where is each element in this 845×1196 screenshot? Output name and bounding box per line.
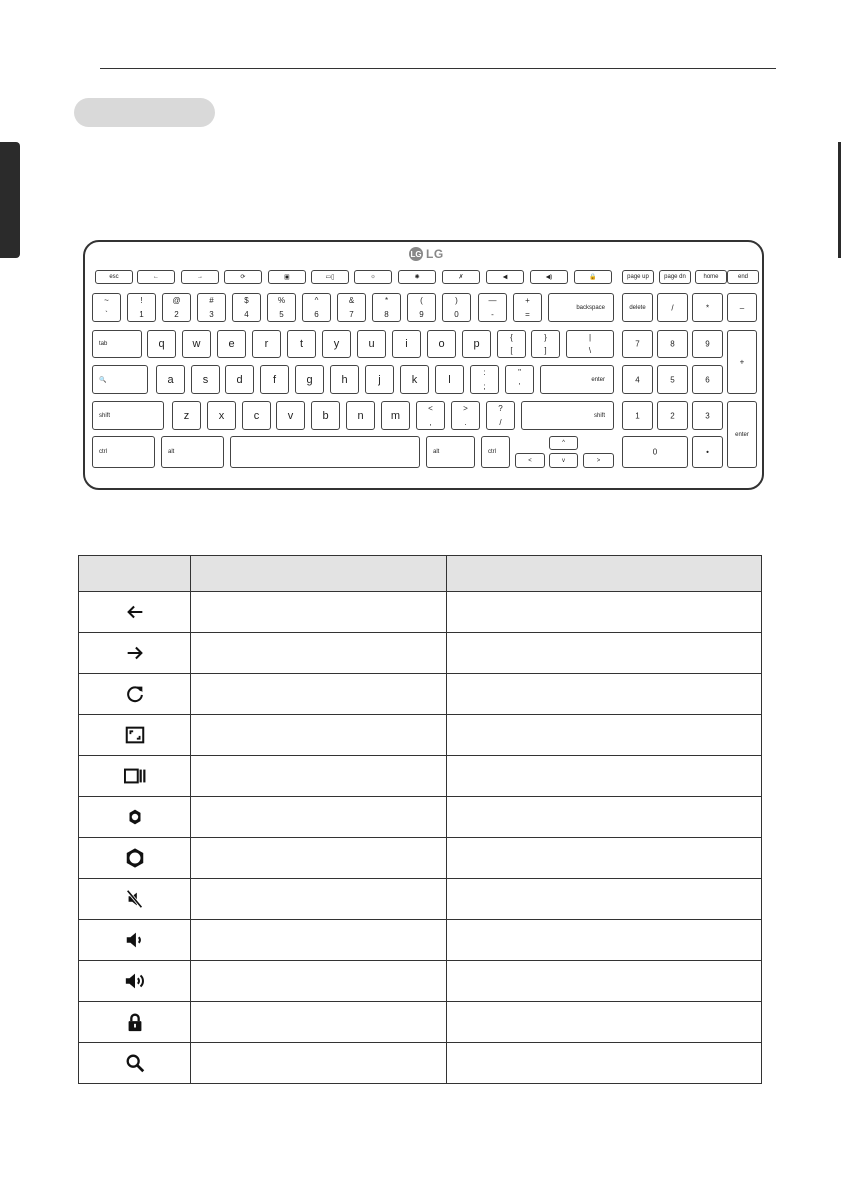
- symbol-key: [470, 365, 499, 394]
- table-row: [79, 715, 762, 756]
- key-legend: o: [438, 338, 445, 350]
- function-key: [311, 270, 349, 284]
- letter-key: [311, 401, 340, 430]
- letter-key: [252, 330, 281, 358]
- key-legend: 3: [705, 411, 710, 420]
- key-legend: 2: [670, 411, 675, 420]
- table-icon-cell: [79, 674, 191, 715]
- left-ctrl-key: [92, 436, 155, 468]
- letter-key: [242, 401, 271, 430]
- space-key: [230, 436, 420, 468]
- key-legend: c: [253, 409, 260, 422]
- key-legend-top: +: [525, 296, 530, 305]
- key-legend: 9: [705, 339, 710, 349]
- key-legend: ◀): [545, 274, 553, 281]
- key-legend-bottom: =: [525, 310, 530, 319]
- key-legend-top: (: [420, 296, 423, 305]
- key-legend-top: ): [455, 296, 458, 305]
- numpad-slash-key: [657, 293, 688, 322]
- symbol-key: [497, 330, 526, 358]
- key-legend: p: [473, 338, 480, 350]
- key-legend: alt: [433, 449, 440, 455]
- key-legend: y: [333, 338, 340, 350]
- function-key: [574, 270, 612, 284]
- key-legend: h: [341, 373, 348, 386]
- symbol-key: [566, 330, 614, 358]
- key-legend: →: [197, 274, 203, 280]
- number-key: [513, 293, 542, 322]
- key-legend: esc: [109, 274, 119, 280]
- key-legend: b: [322, 409, 329, 422]
- letter-key: [276, 401, 305, 430]
- arrow-left-key: [515, 453, 545, 468]
- key-legend-bottom: `: [105, 310, 108, 319]
- key-legend: 5: [670, 375, 675, 384]
- table-row: [79, 879, 762, 920]
- function-key: [95, 270, 133, 284]
- function-key: [354, 270, 392, 284]
- function-key: [530, 270, 568, 284]
- key-legend-bottom: \: [588, 346, 592, 355]
- letter-key: [156, 365, 185, 394]
- key-legend: 0: [652, 447, 658, 457]
- key-legend-top: @: [172, 296, 181, 305]
- table-icon-cell: [79, 797, 191, 838]
- numpad-key: [692, 401, 723, 430]
- numpad-key: [692, 365, 723, 394]
- key-legend-top: %: [277, 296, 286, 305]
- nav-key: [727, 270, 759, 284]
- key-legend-bottom: ]: [544, 346, 547, 355]
- function-key: [268, 270, 306, 284]
- key-legend-top: :: [483, 368, 486, 377]
- table-cell: [191, 592, 447, 633]
- brightness-up-icon: [79, 847, 190, 869]
- chapter-side-tab: [0, 142, 20, 258]
- key-legend-bottom: 0: [454, 310, 459, 319]
- arrow-right-key: [583, 453, 614, 468]
- key-legend: d: [236, 373, 243, 386]
- right-ctrl-key: [481, 436, 510, 468]
- lg-logo-mark: LG: [409, 247, 423, 261]
- key-legend: z: [183, 409, 190, 422]
- key-legend: 8: [670, 339, 675, 349]
- key-legend-bottom: ,: [429, 418, 432, 427]
- table-cell: [191, 756, 447, 797]
- key-legend: u: [368, 338, 375, 350]
- letter-key: [225, 365, 254, 394]
- table-cell: [191, 1002, 447, 1043]
- key-legend: enter: [735, 431, 749, 438]
- key-legend: ctrl: [488, 449, 496, 455]
- key-legend-top: ?: [498, 404, 503, 413]
- key-legend: •: [706, 447, 709, 457]
- key-legend-bottom: ': [518, 382, 521, 391]
- full-screen-icon: [79, 724, 190, 746]
- letter-key: [346, 401, 375, 430]
- key-legend: m: [390, 409, 401, 422]
- numpad-key: [622, 365, 653, 394]
- tab-key: [92, 330, 142, 358]
- key-legend: x: [218, 409, 225, 422]
- table-icon-cell: [79, 756, 191, 797]
- key-legend: ^: [562, 440, 565, 446]
- letter-key: [357, 330, 386, 358]
- table-cell: [447, 838, 762, 879]
- function-key: [398, 270, 436, 284]
- numpad-dot-key: [692, 436, 723, 468]
- table-cell: [447, 674, 762, 715]
- numpad-key: [657, 365, 688, 394]
- key-legend: v: [562, 457, 565, 464]
- key-legend: enter: [591, 376, 605, 383]
- number-key: [197, 293, 226, 322]
- table-cell: [447, 592, 762, 633]
- key-legend: –: [739, 303, 745, 312]
- left-alt-key: [161, 436, 224, 468]
- function-key: [442, 270, 480, 284]
- key-legend-bottom: /: [499, 418, 502, 427]
- section-label-pill: [74, 98, 215, 127]
- number-key: [337, 293, 366, 322]
- key-legend: ▣: [284, 274, 290, 281]
- key-legend-top: ~: [104, 296, 109, 305]
- table-cell: [447, 797, 762, 838]
- key-legend: ✗: [458, 274, 464, 281]
- key-legend: ☼: [370, 274, 376, 280]
- key-legend-bottom: 9: [419, 310, 424, 319]
- table-cell: [447, 920, 762, 961]
- letter-key: [322, 330, 351, 358]
- number-key: [232, 293, 261, 322]
- arrow-down-key: [549, 453, 578, 468]
- number-key: [302, 293, 331, 322]
- letter-key: [207, 401, 236, 430]
- numpad-plus-key: [727, 330, 757, 394]
- numpad-enter-key: [727, 401, 757, 468]
- table-cell: [447, 961, 762, 1002]
- letter-key: [365, 365, 394, 394]
- key-legend: end: [737, 274, 748, 280]
- number-key: [442, 293, 471, 322]
- key-legend-top: {: [510, 333, 513, 342]
- letter-key: [427, 330, 456, 358]
- key-legend-top: >: [463, 404, 468, 413]
- table-cell: [191, 920, 447, 961]
- enter-key: [540, 365, 614, 394]
- key-legend: s: [202, 373, 209, 386]
- key-legend: page dn: [664, 274, 686, 280]
- function-key: [181, 270, 219, 284]
- key-legend-top: #: [209, 296, 214, 305]
- key-legend-top: !: [140, 296, 143, 305]
- right-shift-key: [521, 401, 614, 430]
- table-cell: [191, 715, 447, 756]
- switch-window-icon: [79, 765, 190, 787]
- number-key: [267, 293, 296, 322]
- key-legend: n: [357, 409, 364, 422]
- table-icon-cell: [79, 592, 191, 633]
- key-legend: 🔍: [99, 377, 107, 383]
- letter-key: [400, 365, 429, 394]
- lock-icon: [79, 1011, 190, 1033]
- table-row: [79, 1002, 762, 1043]
- nav-key: [622, 270, 654, 284]
- key-legend: f: [272, 373, 277, 386]
- key-legend-bottom: -: [491, 310, 494, 319]
- numpad-key: [692, 330, 723, 358]
- key-legend: >: [596, 457, 601, 464]
- letter-key: [172, 401, 201, 430]
- number-key: [407, 293, 436, 322]
- table-cell: [447, 1043, 762, 1084]
- key-legend: *: [705, 303, 710, 312]
- letter-key: [182, 330, 211, 358]
- function-key: [137, 270, 175, 284]
- table-row: [79, 592, 762, 633]
- table-cell: [447, 879, 762, 920]
- letter-key: [462, 330, 491, 358]
- table-row: [79, 838, 762, 879]
- table-row: [79, 920, 762, 961]
- key-legend-top: $: [244, 296, 249, 305]
- key-legend: delete: [629, 304, 646, 311]
- key-legend: ctrl: [99, 449, 107, 455]
- symbol-key: [505, 365, 534, 394]
- number-key: [478, 293, 507, 322]
- key-legend: backspace: [576, 304, 605, 311]
- key-legend: ←: [153, 274, 159, 280]
- key-legend-top: |: [588, 333, 592, 342]
- table-icon-cell: [79, 920, 191, 961]
- table-row: [79, 633, 762, 674]
- key-legend: r: [264, 338, 269, 350]
- key-legend: tab: [99, 341, 108, 347]
- key-legend: shift: [99, 412, 111, 419]
- table-row: [79, 797, 762, 838]
- key-legend: alt: [168, 449, 175, 455]
- function-key: [486, 270, 524, 284]
- key-legend: 7: [635, 339, 640, 349]
- key-legend-bottom: ;: [483, 382, 486, 391]
- forward-arrow-icon: [79, 642, 190, 664]
- key-legend: shift: [593, 412, 605, 419]
- table-cell: [447, 1002, 762, 1043]
- brightness-down-icon: [79, 806, 190, 828]
- table-cell: [191, 879, 447, 920]
- table-icon-cell: [79, 838, 191, 879]
- key-legend-top: &: [348, 296, 355, 305]
- key-legend: ⟳: [240, 274, 246, 281]
- table-icon-cell: [79, 633, 191, 674]
- key-legend: g: [306, 373, 313, 386]
- key-legend: home: [703, 274, 719, 280]
- table-cell: [191, 961, 447, 1002]
- function-key-table: [78, 555, 762, 1084]
- key-legend-bottom: 6: [314, 310, 319, 319]
- letter-key: [147, 330, 176, 358]
- letter-key: [392, 330, 421, 358]
- key-legend-bottom: 4: [244, 310, 249, 319]
- volume-up-icon: [79, 970, 190, 992]
- numpad-key: [657, 330, 688, 358]
- header-rule: [100, 68, 776, 69]
- table-header-row: [79, 556, 762, 592]
- right-alt-key: [426, 436, 475, 468]
- table-header-cell: [191, 556, 447, 592]
- key-legend: ▭▯: [325, 274, 335, 281]
- numpad-minus-key: [727, 293, 757, 322]
- key-legend: /: [671, 303, 674, 312]
- table-row: [79, 1043, 762, 1084]
- number-key: [372, 293, 401, 322]
- table-header-cell: [447, 556, 762, 592]
- letter-key: [217, 330, 246, 358]
- key-legend: e: [228, 338, 235, 350]
- letter-key: [260, 365, 289, 394]
- symbol-key: [531, 330, 560, 358]
- key-legend: k: [411, 373, 418, 386]
- table-icon-cell: [79, 1043, 191, 1084]
- symbol-key: [451, 401, 480, 430]
- key-legend: a: [167, 373, 174, 386]
- key-legend: page up: [627, 274, 649, 280]
- table-row: [79, 756, 762, 797]
- search-key: [92, 365, 148, 394]
- arrow-up-key: [549, 436, 578, 450]
- key-legend: ✺: [414, 274, 420, 281]
- key-legend-top: ": [518, 368, 521, 377]
- key-legend: l: [448, 373, 451, 386]
- key-legend-bottom: 7: [349, 310, 354, 319]
- table-row: [79, 961, 762, 1002]
- backspace-key: [548, 293, 614, 322]
- key-legend-bottom: 3: [209, 310, 214, 319]
- table-icon-cell: [79, 1002, 191, 1043]
- table-cell: [447, 756, 762, 797]
- numpad-key: [622, 330, 653, 358]
- mute-icon: [79, 888, 190, 910]
- letter-key: [330, 365, 359, 394]
- symbol-key: [486, 401, 515, 430]
- letter-key: [381, 401, 410, 430]
- key-legend: q: [158, 338, 165, 350]
- left-shift-key: [92, 401, 164, 430]
- key-legend-top: —: [488, 296, 497, 305]
- key-legend-bottom: .: [464, 418, 467, 427]
- key-legend: v: [287, 409, 294, 422]
- key-legend-bottom: 5: [279, 310, 284, 319]
- letter-key: [435, 365, 464, 394]
- table-cell: [191, 674, 447, 715]
- key-legend: 1: [635, 411, 640, 420]
- letter-key: [295, 365, 324, 394]
- key-legend: ◀: [502, 274, 508, 281]
- numpad-zero-key: [622, 436, 688, 468]
- key-legend: 🔒: [589, 274, 597, 281]
- lg-logo: [409, 246, 444, 262]
- function-key: [224, 270, 262, 284]
- volume-down-icon: [79, 929, 190, 951]
- key-legend-top: }: [544, 333, 547, 342]
- table-icon-cell: [79, 961, 191, 1002]
- key-legend: <: [528, 457, 532, 464]
- table-cell: [447, 715, 762, 756]
- key-legend-bottom: 2: [174, 310, 179, 319]
- key-legend-bottom: 1: [139, 310, 144, 319]
- table-header-cell: [79, 556, 191, 592]
- key-legend-top: *: [384, 296, 389, 305]
- table-cell: [447, 633, 762, 674]
- table-row: [79, 674, 762, 715]
- nav-key: [659, 270, 691, 284]
- table-icon-cell: [79, 715, 191, 756]
- nav-key: [695, 270, 727, 284]
- page-edge-mark: [838, 142, 841, 258]
- key-legend-top: <: [428, 404, 433, 413]
- symbol-key: [416, 401, 445, 430]
- numpad-key: [657, 401, 688, 430]
- key-legend: t: [299, 338, 304, 350]
- key-legend: +: [739, 357, 745, 367]
- table-cell: [191, 797, 447, 838]
- number-key: [92, 293, 121, 322]
- search-icon: [79, 1052, 190, 1074]
- lg-logo-text: LG: [426, 247, 444, 261]
- numpad-key: [622, 401, 653, 430]
- key-legend: 4: [635, 375, 640, 384]
- table-icon-cell: [79, 879, 191, 920]
- key-legend: 6: [705, 375, 710, 384]
- key-legend: j: [378, 373, 381, 386]
- number-key: [162, 293, 191, 322]
- letter-key: [191, 365, 220, 394]
- key-legend: i: [405, 338, 408, 350]
- key-legend-bottom: 8: [384, 310, 389, 319]
- refresh-icon: [79, 683, 190, 705]
- letter-key: [287, 330, 316, 358]
- numpad-delete-key: [622, 293, 653, 322]
- number-key: [127, 293, 156, 322]
- key-legend: w: [192, 338, 201, 350]
- table-cell: [191, 633, 447, 674]
- table-cell: [191, 1043, 447, 1084]
- table-cell: [191, 838, 447, 879]
- numpad-star-key: [692, 293, 723, 322]
- key-legend-bottom: [: [510, 346, 513, 355]
- back-arrow-icon: [79, 601, 190, 623]
- key-legend-top: ^: [314, 296, 319, 305]
